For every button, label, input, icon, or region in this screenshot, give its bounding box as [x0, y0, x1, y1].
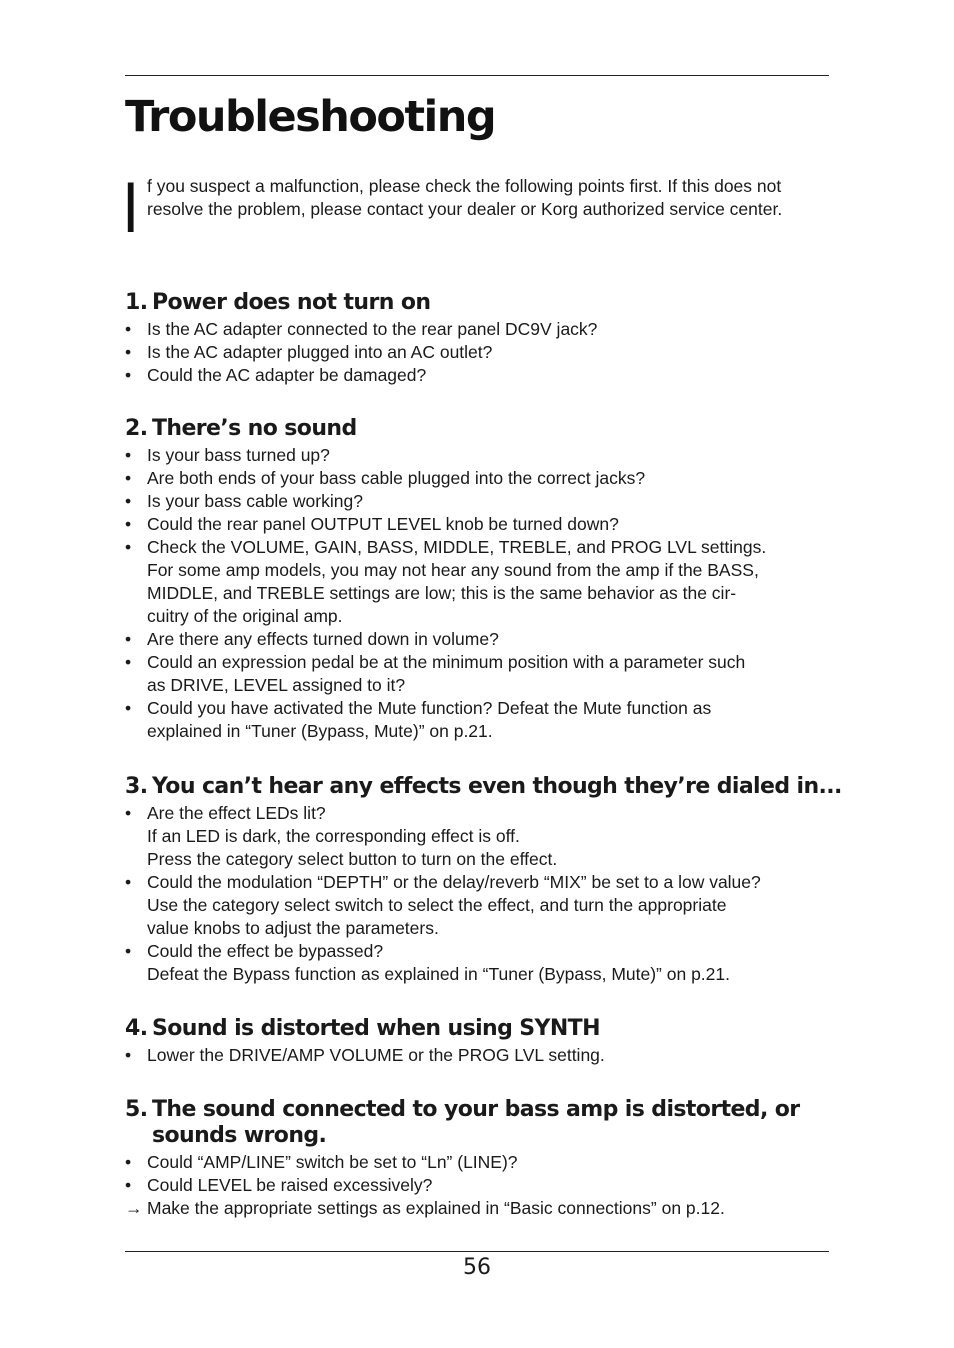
page-number: 56: [463, 1255, 491, 1280]
section-heading: [125, 774, 845, 800]
list-item-text: Use the category select switch to select the effect, and turn the appropriate: [147, 895, 727, 915]
bullet-icon: •: [125, 652, 132, 672]
list-item-text: as DRIVE, LEVEL assigned to it?: [147, 675, 406, 695]
list-item-text: Are the effect LEDs lit?: [147, 803, 326, 823]
bottom-rule: [125, 1251, 829, 1252]
list-item: [125, 651, 845, 697]
list-item-text: Could LEVEL be raised excessively?: [147, 1175, 433, 1195]
list-item-text: Could the AC adapter be damaged?: [147, 365, 427, 385]
section-heading-text: Sound is distorted when using SYNTH: [152, 1016, 600, 1041]
section-distorted-synth: [125, 1016, 845, 1067]
bullet-icon: •: [125, 803, 132, 823]
section-heading: [125, 1097, 845, 1149]
list-item: [125, 513, 845, 536]
list-item-text: Is your bass cable working?: [147, 491, 363, 511]
list-item: [125, 1151, 845, 1174]
section-number: 5.: [125, 1097, 148, 1122]
section-heading-text: The sound connected to your bass amp is distorted, or: [152, 1097, 800, 1122]
section-heading-text: Power does not turn on: [152, 290, 431, 315]
bullet-icon: •: [125, 1045, 132, 1065]
list-item: [125, 341, 845, 364]
bullet-icon: •: [125, 1152, 132, 1172]
list-item: [125, 697, 845, 743]
intro-text: f you suspect a malfunction, please check the following points first. If this does not resolve the problem, please contact your dealer or Korg authorized service center.: [147, 176, 783, 219]
section-heading-text: You can’t hear any effects even though they’re dialed in...: [152, 774, 842, 799]
drop-cap: I: [125, 170, 137, 249]
list-item-text: Is the AC adapter plugged into an AC outlet?: [147, 342, 493, 362]
bullet-icon: •: [125, 365, 132, 385]
section-heading-continuation: sounds wrong.: [152, 1123, 327, 1148]
note-line: [125, 1197, 845, 1220]
list-item: [125, 802, 845, 871]
list-item: [125, 1174, 845, 1197]
list-item: [125, 1044, 845, 1067]
bullet-icon: •: [125, 319, 132, 339]
bullet-icon: •: [125, 698, 132, 718]
list-item-text: Check the VOLUME, GAIN, BASS, MIDDLE, TREBLE, and PROG LVL settings.: [147, 537, 767, 557]
list-item-text: Could the rear panel OUTPUT LEVEL knob be turned down?: [147, 514, 619, 534]
section-number: 1.: [125, 290, 148, 315]
arrow-icon: →: [125, 1198, 143, 1218]
section-power: [125, 290, 845, 387]
list-item-text: Is your bass turned up?: [147, 445, 330, 465]
list-item-text: Could an expression pedal be at the minimum position with a parameter such: [147, 652, 746, 672]
list-item-text: Lower the DRIVE/AMP VOLUME or the PROG LVL setting.: [147, 1045, 605, 1065]
check-list: [125, 1151, 845, 1197]
bullet-icon: •: [125, 491, 132, 511]
bullet-icon: •: [125, 342, 132, 362]
list-item-text: Could the effect be bypassed?: [147, 941, 384, 961]
section-number: 2.: [125, 416, 148, 441]
list-item-text: MIDDLE, and TREBLE settings are low; this is the same behavior as the cir-: [147, 583, 737, 603]
list-item-text: cuitry of the original amp.: [147, 606, 343, 626]
section-no-effects: [125, 774, 845, 986]
section-heading: [125, 290, 845, 316]
list-item-text: Could you have activated the Mute function? Defeat the Mute function as: [147, 698, 712, 718]
bullet-icon: •: [125, 537, 132, 557]
section-heading: [125, 416, 845, 442]
list-item-text: For some amp models, you may not hear any sound from the amp if the BASS,: [147, 560, 759, 580]
check-list: [125, 1044, 845, 1067]
list-item-text: If an LED is dark, the corresponding effect is off.: [147, 826, 520, 846]
list-item-text: Could “AMP/LINE” switch be set to “Ln” (LINE)?: [147, 1152, 518, 1172]
list-item-text: Could the modulation “DEPTH” or the delay/reverb “MIX” be set to a low value?: [147, 872, 761, 892]
bullet-icon: •: [125, 629, 132, 649]
list-item: [125, 467, 845, 490]
bullet-icon: •: [125, 514, 132, 534]
list-item: [125, 364, 845, 387]
list-item-text: Are both ends of your bass cable plugged into the correct jacks?: [147, 468, 646, 488]
list-item: [125, 444, 845, 467]
list-item: [125, 940, 845, 986]
list-item-text: value knobs to adjust the parameters.: [147, 918, 439, 938]
list-item: [125, 536, 845, 628]
bullet-icon: •: [125, 1175, 132, 1195]
section-heading: [125, 1016, 845, 1042]
list-item-text: Is the AC adapter connected to the rear panel DC9V jack?: [147, 319, 598, 339]
list-item: [125, 490, 845, 513]
section-number: 3.: [125, 774, 148, 799]
check-list: [125, 444, 845, 743]
bullet-icon: •: [125, 941, 132, 961]
section-heading-text: There’s no sound: [152, 416, 357, 441]
list-item: [125, 318, 845, 341]
section-number: 4.: [125, 1016, 148, 1041]
bullet-icon: •: [125, 468, 132, 488]
bullet-icon: •: [125, 872, 132, 892]
list-item: [125, 871, 845, 940]
page-title: Troubleshooting: [125, 92, 496, 142]
bullet-icon: •: [125, 445, 132, 465]
list-item-text: Are there any effects turned down in volume?: [147, 629, 499, 649]
section-no-sound: [125, 416, 845, 743]
list-item-text: explained in “Tuner (Bypass, Mute)” on p.21.: [147, 721, 493, 741]
top-rule: [125, 75, 829, 76]
check-list: [125, 318, 845, 387]
note-text: Make the appropriate settings as explained in “Basic connections” on p.12.: [147, 1198, 725, 1218]
section-bass-amp: [125, 1097, 845, 1220]
check-list: [125, 802, 845, 986]
list-item: [125, 628, 845, 651]
list-item-text: Defeat the Bypass function as explained in “Tuner (Bypass, Mute)” on p.21.: [147, 964, 730, 984]
list-item-text: Press the category select button to turn on the effect.: [147, 849, 558, 869]
